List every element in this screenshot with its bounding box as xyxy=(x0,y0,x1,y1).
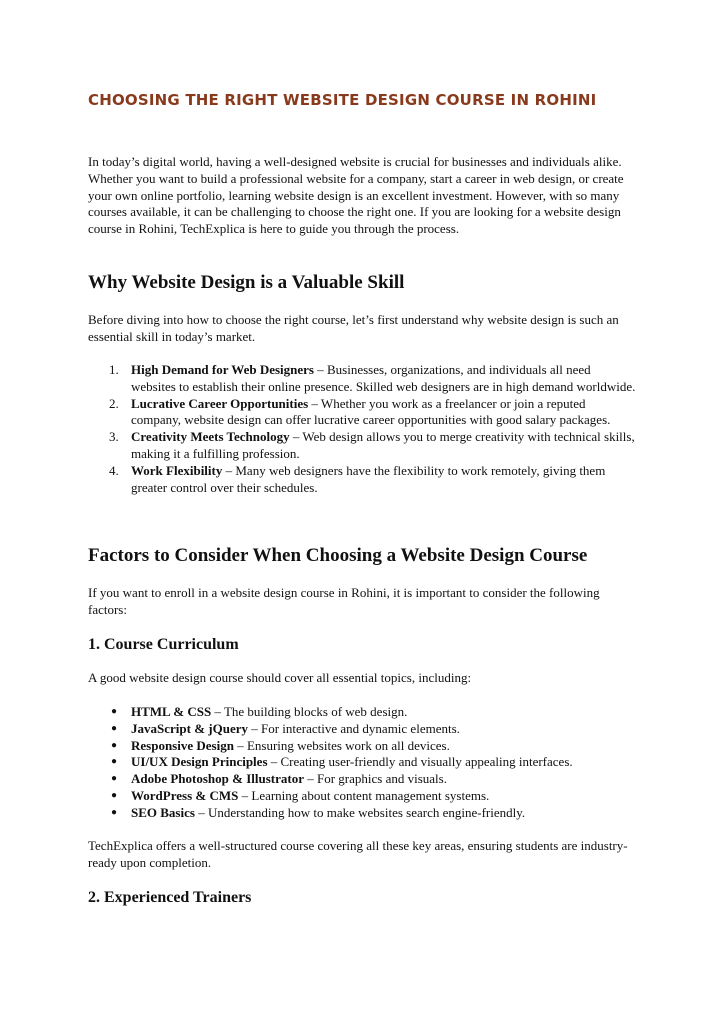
list-item-bold: Creativity Meets Technology xyxy=(131,429,290,445)
why-numbered-list xyxy=(88,362,636,496)
curriculum-bullet-list xyxy=(88,704,636,822)
list-item-text: – Ensuring websites work on all devices. xyxy=(233,737,450,753)
factors-lead-paragraph: If you want to enroll in a website design course in Rohini, it is important to consider the following factors: xyxy=(88,585,600,617)
list-item xyxy=(88,463,636,497)
subsection-heading-trainers: 2. Experienced Trainers xyxy=(88,889,252,906)
list-item xyxy=(88,788,636,805)
list-item xyxy=(88,771,636,788)
list-item xyxy=(88,754,636,771)
list-item-text: – The building blocks of web design. xyxy=(211,704,408,719)
list-item-bold: High Demand for Web Designers xyxy=(131,362,314,377)
list-item-bold: Responsive Design xyxy=(131,737,234,753)
list-item-bold: JavaScript & jQuery xyxy=(131,720,248,736)
bullet-icon: ● xyxy=(111,789,118,801)
list-item xyxy=(88,704,636,721)
list-item xyxy=(88,738,636,755)
list-number: 3. xyxy=(109,429,119,445)
list-item xyxy=(88,721,636,738)
list-item-bold: UI/UX Design Principles xyxy=(131,754,268,770)
list-item-text: – Web design allows you to merge creativity with technical skills, making it a fulfilling profession. xyxy=(131,429,635,461)
list-item-bold: WordPress & CMS xyxy=(131,787,239,803)
bullet-icon: ● xyxy=(111,773,118,785)
bullet-icon: ● xyxy=(111,806,118,818)
why-lead-paragraph: Before diving into how to choose the right course, let’s first understand why website design is such an essential skill in today’s market. xyxy=(88,312,619,344)
subsection-heading-curriculum: 1. Course Curriculum xyxy=(88,636,239,653)
list-number: 2. xyxy=(109,395,119,411)
list-item-text: – Understanding how to make websites search engine-friendly. xyxy=(194,804,526,820)
bullet-icon: ● xyxy=(111,756,118,768)
list-item-bold: Adobe Photoshop & Illustrator xyxy=(131,771,304,787)
section-heading-factors: Factors to Consider When Choosing a Website Design Course xyxy=(88,545,588,566)
intro-paragraph: In today’s digital world, having a well-designed website is crucial for businesses and individuals alike. Whether you want to build a professional website for a company, start a career in web design, or create your own online portfolio, learning website design is an excellent investment. However, with so many courses available, it can be challenging to choose the right one. If you are looking for a website design course in Rohini, TechExplica is here to guide you through the process. xyxy=(88,154,624,237)
list-item-bold: SEO Basics xyxy=(131,804,195,820)
list-item-text: – Businesses, organizations, and individuals all need websites to establish their online presence. Skilled web designers are in high demand worldwide. xyxy=(131,362,636,394)
bullet-icon: ● xyxy=(111,722,118,734)
section-heading-why: Why Website Design is a Valuable Skill xyxy=(88,272,405,293)
list-item xyxy=(88,396,636,430)
bullet-icon: ● xyxy=(111,739,118,751)
curriculum-closing-paragraph: TechExplica offers a well-structured course covering all these key areas, ensuring students are industry-ready upon completion. xyxy=(88,838,628,870)
list-item-text: – Creating user-friendly and visually appealing interfaces. xyxy=(267,754,573,770)
bullet-icon: ● xyxy=(111,706,118,717)
list-item xyxy=(88,429,636,463)
list-item-bold: HTML & CSS xyxy=(131,704,212,719)
document-title: CHOOSING THE RIGHT WEBSITE DESIGN COURSE IN ROHINI xyxy=(88,91,597,109)
list-item-bold: Lucrative Career Opportunities xyxy=(131,395,309,411)
list-number: 4. xyxy=(109,462,119,478)
curriculum-lead-paragraph: A good website design course should cover all essential topics, including: xyxy=(88,670,472,685)
list-item-text: – For interactive and dynamic elements. xyxy=(247,720,460,736)
list-item-text: – Learning about content management systems. xyxy=(238,787,490,803)
list-item-text: – Whether you work as a freelancer or join a reputed company, website design can offer lucrative career opportunities with good salary packages. xyxy=(131,395,611,428)
list-item-bold: Work Flexibility xyxy=(131,462,223,478)
list-item xyxy=(88,805,636,822)
list-item-text: – Many web designers have the flexibility to work remotely, giving them greater control over their schedules. xyxy=(131,462,606,495)
list-item-text: – For graphics and visuals. xyxy=(304,771,447,787)
list-item xyxy=(88,362,636,396)
list-number: 1. xyxy=(109,362,119,377)
